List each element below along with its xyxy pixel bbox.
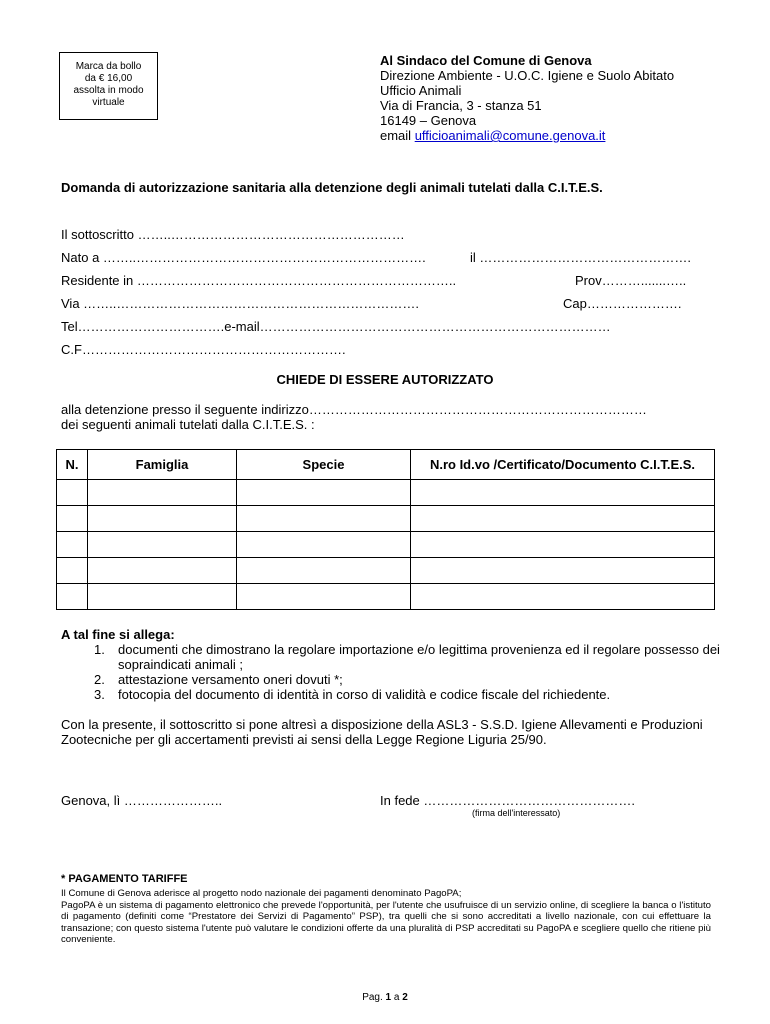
table-row: [57, 480, 715, 506]
page-number: [0, 992, 770, 1003]
stamp-line: da € 16,00: [84, 73, 133, 84]
column-header: Specie: [237, 450, 411, 480]
declaration-paragraph: Con la presente, il sottoscritto si pone altresì a disposizione della ASL3 - S.S.D. Igiene Allevamenti e Produzioni Zootecniche per gli accertamenti previsti ai sensi della Legge Regione Liguria 25/90.: [61, 717, 703, 747]
table-cell[interactable]: [411, 558, 715, 584]
recipient-block: [380, 53, 674, 143]
attachments-list: [94, 642, 738, 702]
animals-table: [56, 449, 715, 610]
list-item-text: fotocopia del documento di identità in corso di validità e codice fiscale del richiedente.: [118, 687, 611, 702]
table-cell[interactable]: [237, 532, 411, 558]
payment-body: PagoPA è un sistema di pagamento elettronico che prevede l'opportunità, per l'utente che usufruisce di un servizio online, di scegliere la banca o l'istituto di pagamento (definiti come “Prestatore dei Servizi di Pagamento” PSP), tra quelli che si sono accreditati a livello nazionale, con cui effettuare la transazione; con questo sistema l'utente può valutare le condizioni offerte da una pluralità di PSP accreditati su PagoPA e scegliere quello che ritiene più conveniente.: [61, 899, 711, 946]
stamp-line: virtuale: [92, 97, 125, 108]
field-il[interactable]: il ………………………………………….: [470, 250, 691, 265]
table-cell[interactable]: [88, 558, 237, 584]
field-prov[interactable]: Prov……….......…..: [575, 273, 687, 288]
table-cell[interactable]: [411, 532, 715, 558]
signature-field[interactable]: In fede ………………………………………….: [380, 793, 635, 808]
recipient-email-row: [380, 128, 674, 143]
place-date-field[interactable]: Genova, lì …………………..: [61, 793, 223, 808]
detention-intro: dei seguenti animali tutelati dalla C.I.T.E.S. :: [61, 417, 315, 432]
list-item: [94, 687, 738, 702]
table-cell[interactable]: [411, 506, 715, 532]
recipient-line: Direzione Ambiente - U.O.C. Igiene e Suolo Abitato: [380, 68, 675, 83]
request-heading: CHIEDE DI ESSERE AUTORIZZATO: [276, 372, 494, 387]
table-cell[interactable]: [237, 558, 411, 584]
recipient-title: Al Sindaco del Comune di Genova: [380, 53, 592, 68]
stamp-line: Marca da bollo: [75, 61, 142, 72]
page-total: 2: [402, 992, 408, 1003]
list-item-text: attestazione versamento oneri dovuti *;: [118, 672, 343, 687]
field-cap[interactable]: Cap………………….: [563, 296, 682, 311]
table-row: [57, 558, 715, 584]
email-label: email: [380, 128, 415, 143]
table-row: [57, 584, 715, 610]
table-row: [57, 532, 715, 558]
field-sottoscritto[interactable]: Il sottoscritto ……..………………………………………………: [61, 227, 405, 242]
table-cell[interactable]: [88, 584, 237, 610]
table-cell[interactable]: [411, 480, 715, 506]
payment-intro: Il Comune di Genova aderisce al progetto nodo nazionale dei pagamenti denominato PagoPA;: [61, 888, 462, 899]
page-current: 1: [385, 992, 392, 1003]
table-cell[interactable]: [411, 584, 715, 610]
table-cell[interactable]: [57, 506, 88, 532]
table-cell[interactable]: [237, 480, 411, 506]
field-tel-email[interactable]: Tel…………………………….e-mail………………………………………………………………………: [61, 319, 611, 334]
page-prefix: Pag.: [362, 992, 386, 1003]
table-cell[interactable]: [88, 532, 237, 558]
table-header-row: [57, 450, 715, 480]
detention-address-field[interactable]: alla detenzione presso il seguente indirizzo……………………………………………………………………: [61, 402, 647, 417]
list-item: [94, 672, 738, 687]
list-item-text: documenti che dimostrano la regolare importazione e/o legittima provenienza ed il regolare possesso dei sopraindicati animali ;: [118, 642, 720, 672]
field-residente[interactable]: Residente in ………………………………………………………………..: [61, 273, 457, 288]
table-cell[interactable]: [88, 506, 237, 532]
column-header: N.: [57, 450, 88, 480]
email-link[interactable]: ufficioanimali@comune.genova.it: [414, 128, 606, 143]
field-cf[interactable]: C.F…………………………………………………….: [61, 342, 346, 357]
table-cell[interactable]: [88, 480, 237, 506]
list-item-number: 3.: [94, 687, 105, 702]
recipient-line: 16149 – Genova: [380, 113, 477, 128]
stamp-line: assolta in modo: [73, 85, 144, 96]
form-title: Domanda di autorizzazione sanitaria alla detenzione degli animali tutelati dalla C.I.T.E.S.: [61, 180, 603, 195]
table-cell[interactable]: [237, 584, 411, 610]
column-header: Famiglia: [88, 450, 237, 480]
table-cell[interactable]: [57, 558, 88, 584]
table-cell[interactable]: [237, 506, 411, 532]
recipient-line: Via di Francia, 3 - stanza 51: [380, 98, 542, 113]
recipient-line: Ufficio Animali: [380, 83, 462, 98]
signature-note: (firma dell'interessato): [472, 808, 561, 818]
column-header: N.ro Id.vo /Certificato/Documento C.I.T.E.S.: [411, 450, 715, 480]
table-cell[interactable]: [57, 480, 88, 506]
table-cell[interactable]: [57, 584, 88, 610]
field-nato[interactable]: Nato a ……..………………………………………………………….: [61, 250, 426, 265]
page-sep: a: [391, 992, 403, 1003]
payment-title: * PAGAMENTO TARIFFE: [61, 873, 188, 885]
stamp-box: [59, 52, 158, 120]
list-item-number: 2.: [94, 672, 105, 687]
table-cell[interactable]: [57, 532, 88, 558]
list-item-number: 1.: [94, 642, 105, 657]
payment-text: [61, 888, 711, 946]
attachments-title: A tal fine si allega:: [61, 627, 175, 642]
table-row: [57, 506, 715, 532]
list-item: [94, 642, 738, 672]
field-via[interactable]: Via ……..…………………………………………………………….: [61, 296, 420, 311]
